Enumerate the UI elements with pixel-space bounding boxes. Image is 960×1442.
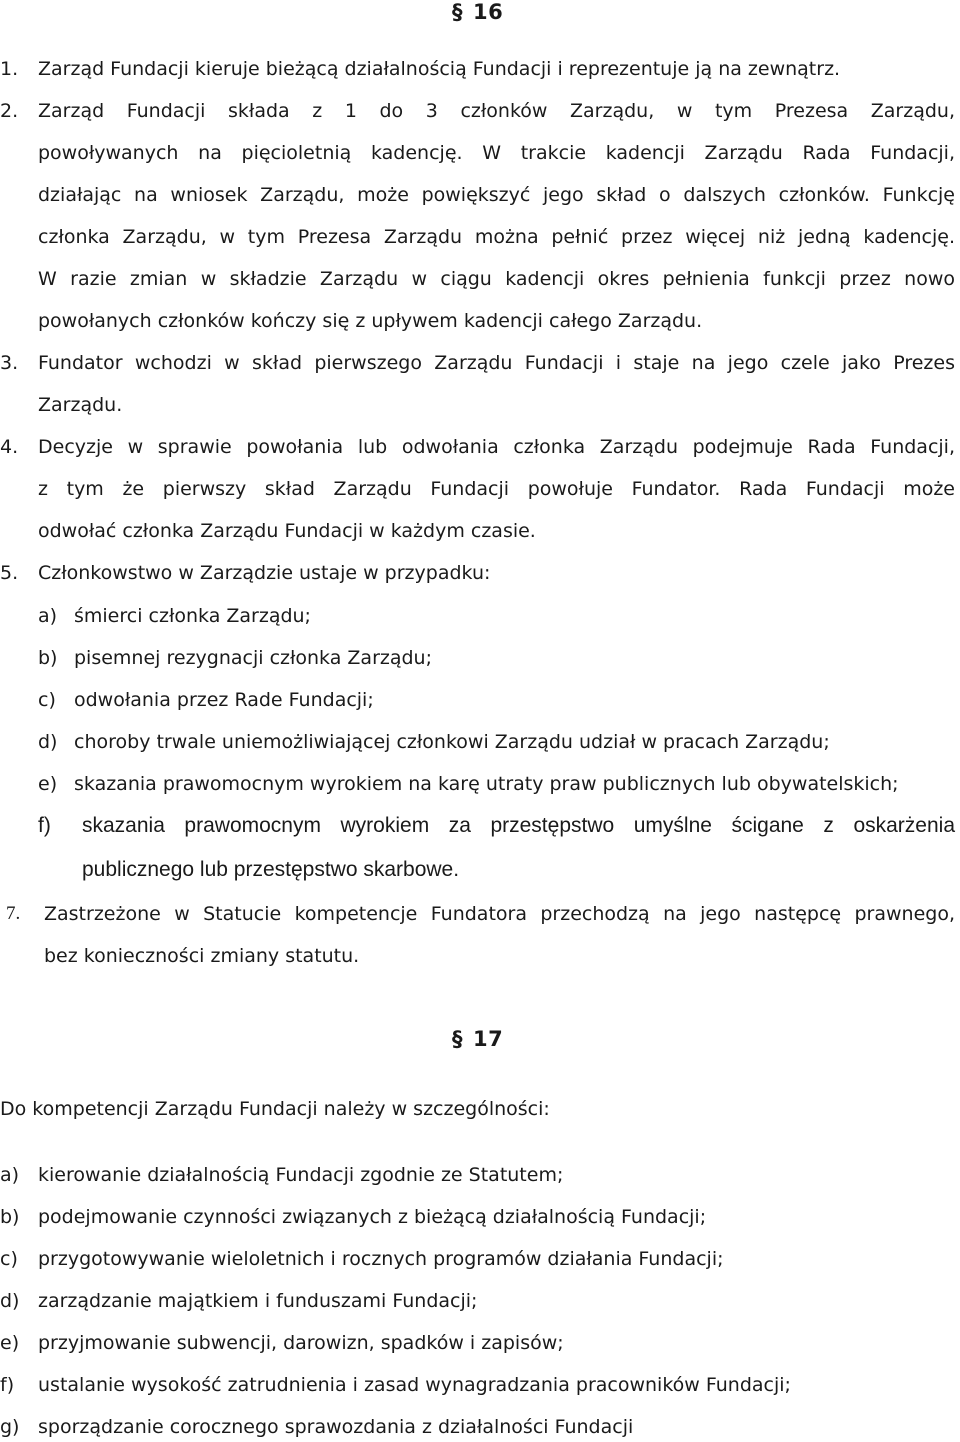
list-item-label: a) [0, 1164, 20, 1186]
list-item-text: publicznego lub przestępstwo skarbowe. [82, 858, 460, 881]
list-item-label: c) [38, 689, 56, 711]
paragraph-line: W razie zmian w składzie Zarządu w ciągu kadencji okres pełnienia funkcji przez nowo [38, 268, 955, 290]
list-item-text: śmierci członka Zarządu; [74, 605, 311, 627]
list-item-label: c) [0, 1248, 18, 1270]
paragraph-line: Zastrzeżone w Statucie kompetencje Fundatora przechodzą na jego następcę prawnego, [44, 903, 955, 925]
paragraph-line: działając na wniosek Zarządu, może powiększyć jego skład o dalszych członków. Funkcję [38, 184, 955, 206]
paragraph-line: Zarząd Fundacji składa z 1 do 3 członków Zarządu, w tym Prezesa Zarządu, [38, 100, 955, 122]
paragraph-line: Fundator wchodzi w skład pierwszego Zarządu Fundacji i staje na jego czele jako Prezes [38, 352, 955, 374]
list-item-label: g) [0, 1416, 20, 1438]
paragraph-number: 3. [0, 352, 19, 374]
paragraph-line: członka Zarządu, w tym Prezesa Zarządu można pełnić przez więcej niż jedną kadencję. [38, 226, 955, 248]
list-item-text: przyjmowanie subwencji, darowizn, spadków i zapisów; [38, 1332, 564, 1354]
paragraph-line: z tym że pierwszy skład Zarządu Fundacji powołuje Fundator. Rada Fundacji może [38, 478, 955, 500]
list-item-text: odwołania przez Rade Fundacji; [74, 689, 374, 711]
paragraph-line: Zarządu. [38, 394, 123, 416]
paragraph-number: 4. [0, 436, 19, 458]
list-item-label: f) [0, 1374, 15, 1396]
list-item-label: e) [38, 773, 58, 795]
section-number: 16 [473, 0, 504, 24]
list-item-text: zarządzanie majątkiem i funduszami Fundacji; [38, 1290, 478, 1312]
list-item-label: b) [0, 1206, 20, 1228]
list-item-text: skazania prawomocnym wyrokiem za przestępstwo umyślne ścigane z oskarżenia [82, 814, 955, 837]
section-16-heading [452, 0, 503, 24]
paragraph-number: 7. [6, 903, 21, 924]
section-sign: § [452, 0, 463, 24]
list-item-text: skazania prawomocnym wyrokiem na karę utraty praw publicznych lub obywatelskich; [74, 773, 899, 795]
list-item-text: sporządzanie corocznego sprawozdania z działalności Fundacji [38, 1416, 634, 1438]
section-sign: § [452, 1027, 463, 1051]
list-item-text: przygotowywanie wieloletnich i rocznych programów działania Fundacji; [38, 1248, 724, 1270]
paragraph-line: odwołać członka Zarządu Fundacji w każdym czasie. [38, 520, 536, 542]
list-item-label: d) [38, 731, 58, 753]
paragraph-line: powoływanych na pięcioletnią kadencję. W trakcie kadencji Zarządu Rada Fundacji, [38, 142, 955, 164]
paragraph-number: 5. [0, 562, 19, 584]
section-17-heading [452, 1027, 503, 1051]
list-item-text: podejmowanie czynności związanych z bieżącą działalnością Fundacji; [38, 1206, 707, 1228]
paragraph-line: bez konieczności zmiany statutu. [44, 945, 360, 967]
list-item-label: a) [38, 605, 58, 627]
list-item-label: e) [0, 1332, 20, 1354]
section-number: 17 [473, 1027, 504, 1051]
paragraph-intro: Członkowstwo w Zarządzie ustaje w przypadku: [38, 562, 491, 584]
list-item-label: b) [38, 647, 58, 669]
paragraph-number: 2. [0, 100, 19, 122]
list-item-label: f) [38, 814, 51, 837]
paragraph-line: powołanych członków kończy się z upływem kadencji całego Zarządu. [38, 310, 703, 332]
paragraph-text: Zarząd Fundacji kieruje bieżącą działalnością Fundacji i reprezentuje ją na zewnątrz. [38, 58, 841, 80]
list-item-text: kierowanie działalnością Fundacji zgodnie ze Statutem; [38, 1164, 564, 1186]
list-item-text: pisemnej rezygnacji członka Zarządu; [74, 647, 433, 669]
paragraph-line: Decyzje w sprawie powołania lub odwołania członka Zarządu podejmuje Rada Fundacji, [38, 436, 955, 458]
intro-text: Do kompetencji Zarządu Fundacji należy w szczególności: [0, 1098, 550, 1120]
list-item-text: choroby trwale uniemożliwiającej członkowi Zarządu udział w pracach Zarządu; [74, 731, 830, 753]
list-item-text: ustalanie wysokość zatrudnienia i zasad wynagradzania pracowników Fundacji; [38, 1374, 791, 1396]
paragraph-number: 1. [0, 58, 19, 80]
list-item-label: d) [0, 1290, 20, 1312]
